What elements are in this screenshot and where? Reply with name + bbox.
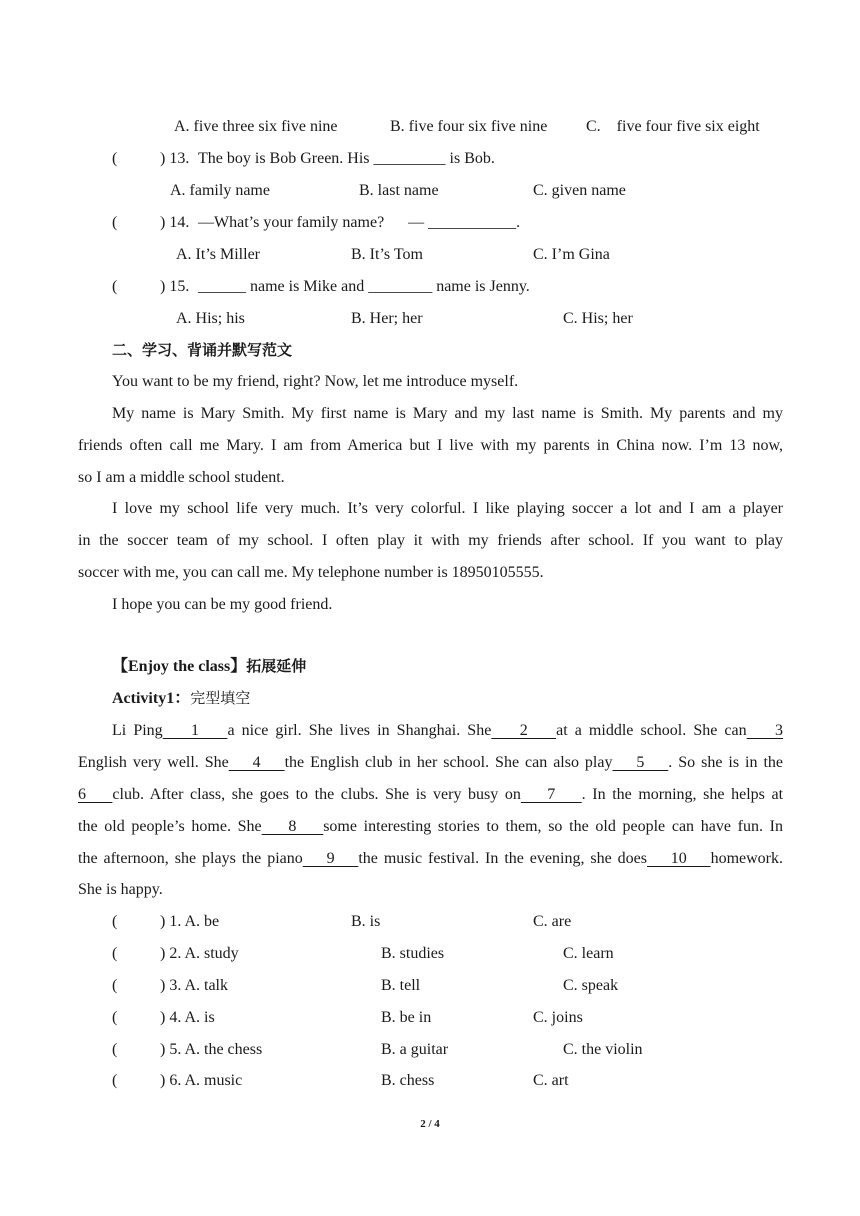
cloze-text: some interesting stories to them, so the old people can have fun. In (323, 818, 783, 835)
option-row-6-a: ) 6. A. music (160, 1072, 243, 1089)
cloze-line-6: She is happy. (78, 881, 163, 898)
q15-option-b: B. Her; her (351, 310, 423, 327)
option-row-5-b: B. a guitar (381, 1041, 449, 1058)
option-row-4-b: B. be in (381, 1009, 432, 1026)
q13-option-b: B. last name (359, 182, 439, 199)
cloze-text: the old people’s home. She (78, 818, 262, 835)
q12-option-a: A. five three six five nine (174, 118, 338, 135)
cloze-line-4 (78, 817, 783, 837)
option-row-1-c: C. are (533, 913, 572, 930)
cloze-text: the afternoon, she plays the piano (78, 850, 303, 867)
q12-option-c: C. five four five six eight (586, 118, 760, 135)
q14-number: ) 14. (160, 214, 190, 231)
option-row-3-b: B. tell (381, 977, 421, 994)
option-row-2-b: B. studies (381, 945, 445, 962)
q13-text: The boy is Bob Green. His _________ is Bob. (198, 150, 495, 167)
blank-2: 2 (491, 722, 557, 739)
option-row-6-paren: ( (112, 1072, 118, 1089)
cloze-line-1 (112, 721, 783, 741)
activity-title: 完型填空 (190, 689, 251, 707)
cloze-line-2 (78, 753, 783, 773)
cloze-text: English very well. She (78, 754, 229, 771)
q14-paren-open: ( (112, 214, 118, 231)
essay-paragraph-2-line-2: friends often call me Mary. I am from America but I live with my parents in China now. I’m 13 now, (78, 437, 783, 454)
q13-paren-open: ( (112, 150, 118, 167)
cloze-text: a nice girl. She lives in Shanghai. She (227, 722, 492, 739)
option-row-2-a: ) 2. A. study (160, 945, 239, 962)
cloze-text: the English club in her school. She can also play (284, 754, 613, 771)
enjoy-class-heading-en: 【Enjoy the class】 (112, 658, 247, 675)
option-row-5-c: C. the violin (563, 1041, 643, 1058)
q14-option-c: C. I’m Gina (533, 246, 610, 263)
option-row-3-paren: ( (112, 977, 118, 994)
option-row-2-c: C. learn (563, 945, 614, 962)
q14-option-a: A. It’s Miller (176, 246, 260, 263)
cloze-line-5 (78, 849, 783, 869)
cloze-text: homework. (710, 850, 783, 867)
option-row-4-paren: ( (112, 1009, 118, 1026)
blank-5: 5 (612, 754, 669, 771)
essay-paragraph-4: I hope you can be my good friend. (112, 596, 333, 613)
cloze-text: the music festival. In the evening, she does (358, 850, 647, 867)
option-row-4-a: ) 4. A. is (160, 1009, 215, 1026)
q15-text: ______ name is Mike and ________ name is Jenny. (198, 278, 530, 295)
essay-paragraph-3-line-2: in the soccer team of my school. I often play it with my friends after school. If you want to play (78, 532, 783, 549)
q15-number: ) 15. (160, 278, 190, 295)
option-row-1-b: B. is (351, 913, 381, 930)
cloze-text: Li Ping (112, 722, 163, 739)
option-row-3-c: C. speak (563, 977, 619, 994)
option-row-5-a: ) 5. A. the chess (160, 1041, 263, 1058)
option-row-1-paren: ( (112, 913, 118, 930)
cloze-text: club. After class, she goes to the clubs. She is very busy on (112, 786, 521, 803)
essay-paragraph-2-line-1: My name is Mary Smith. My first name is Mary and my last name is Smith. My parents and my (112, 405, 783, 422)
essay-paragraph-3-line-1: I love my school life very much. It’s very colorful. I like playing soccer a lot and I am a player (112, 500, 783, 517)
option-row-6-c: C. art (533, 1072, 569, 1089)
blank-8: 8 (261, 818, 324, 835)
q15-paren-open: ( (112, 278, 118, 295)
blank-7: 7 (520, 786, 582, 803)
essay-paragraph-1: You want to be my friend, right? Now, let me introduce myself. (112, 373, 519, 390)
section-heading: 二、学习、背诵并默写范文 (112, 341, 293, 359)
blank-10: 10 (647, 850, 711, 867)
option-row-1-a: ) 1. A. be (160, 913, 220, 930)
option-row-6-b: B. chess (381, 1072, 435, 1089)
q15-option-c: C. His; her (563, 310, 633, 327)
essay-paragraph-2-line-3: so I am a middle school student. (78, 469, 285, 486)
cloze-line-3 (78, 785, 783, 805)
blank-4: 4 (228, 754, 285, 771)
q13-option-c: C. given name (533, 182, 626, 199)
option-row-4-c: C. joins (533, 1009, 583, 1026)
q14-text: —What’s your family name? — ___________. (198, 214, 521, 231)
activity-heading (112, 688, 250, 709)
essay-paragraph-3-line-3: soccer with me, you can call me. My telephone number is 18950105555. (78, 564, 544, 581)
q15-option-a: A. His; his (176, 310, 245, 327)
option-row-5-paren: ( (112, 1041, 118, 1058)
blank-1: 1 (162, 722, 228, 739)
option-row-2-paren: ( (112, 945, 118, 962)
cloze-text: at a middle school. She can (556, 722, 747, 739)
cloze-text: . So she is in the (668, 754, 784, 771)
page-number: 2 / 4 (420, 1118, 440, 1130)
q12-option-b: B. five four six five nine (390, 118, 548, 135)
enjoy-class-heading (112, 656, 306, 677)
option-row-3-a: ) 3. A. talk (160, 977, 228, 994)
enjoy-class-heading-cn: 拓展延伸 (246, 657, 307, 675)
q13-number: ) 13. (160, 150, 190, 167)
blank-3: 3 (746, 722, 784, 739)
cloze-text: . In the morning, she helps at (581, 786, 784, 803)
blank-6: 6 (78, 786, 113, 803)
q14-option-b: B. It’s Tom (351, 246, 423, 263)
blank-9: 9 (302, 850, 359, 867)
activity-label: Activity1： (112, 690, 191, 707)
q13-option-a: A. family name (170, 182, 270, 199)
